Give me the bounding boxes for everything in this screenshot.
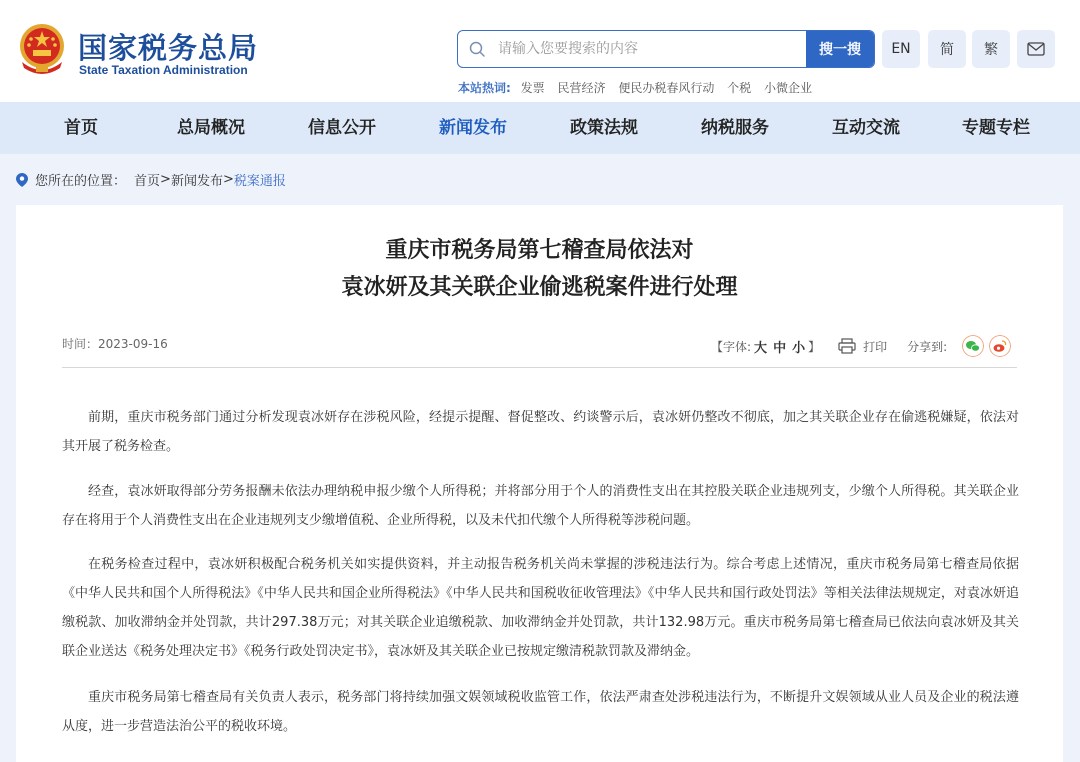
article-date bbox=[62, 335, 168, 352]
hot-words-bar bbox=[458, 79, 821, 96]
search-button[interactable]: 搜一搜 bbox=[806, 31, 874, 67]
font-size-large-button[interactable]: 大 bbox=[754, 340, 768, 356]
print-icon[interactable] bbox=[838, 338, 856, 354]
breadcrumb bbox=[16, 170, 286, 189]
font-size-medium-button[interactable]: 中 bbox=[773, 340, 787, 356]
nav-item-service[interactable]: 纳税服务 bbox=[701, 118, 769, 138]
article-divider bbox=[62, 367, 1017, 368]
article-title-line2: 袁冰妍及其关联企业偷逃税案件进行处理 bbox=[341, 275, 738, 300]
date-label: 时间： bbox=[62, 337, 99, 351]
site-logo-subtitle[interactable]: State Taxation Administration bbox=[79, 63, 248, 77]
nav-item-overview[interactable]: 总局概况 bbox=[177, 118, 245, 138]
english-version-button[interactable]: EN bbox=[882, 30, 920, 68]
breadcrumb-current[interactable]: 税案通报 bbox=[233, 174, 286, 189]
nav-item-topics[interactable]: 专题专栏 bbox=[962, 118, 1030, 138]
breadcrumb-label: 您所在的位置： bbox=[35, 174, 127, 189]
breadcrumb-news-link[interactable]: 新闻发布 bbox=[170, 174, 223, 189]
article-card bbox=[16, 205, 1063, 762]
hot-words-label: 本站热词: bbox=[458, 81, 511, 95]
print-button[interactable]: 打印 bbox=[863, 339, 888, 354]
mail-icon bbox=[1027, 42, 1045, 56]
nav-item-info[interactable]: 信息公开 bbox=[308, 118, 376, 138]
hot-word-link[interactable]: 民营经济 bbox=[557, 81, 606, 95]
nav-item-news[interactable]: 新闻发布 bbox=[439, 118, 507, 138]
wechat-share-icon[interactable] bbox=[962, 335, 984, 357]
breadcrumb-separator: > bbox=[222, 172, 234, 187]
main-nav bbox=[0, 102, 1080, 154]
font-size-close: 】 bbox=[808, 339, 821, 354]
nav-item-interaction[interactable]: 互动交流 bbox=[832, 118, 900, 138]
article-paragraph: 前期，重庆市税务部门通过分析发现袁冰妍存在涉税风险，经提示提醒、督促整改、约谈警示后，袁冰妍仍整改不彻底，加之其关联企业存在偷逃税嫌疑，依法对其开展了税务检查。 bbox=[62, 410, 1019, 454]
traditional-chinese-button[interactable]: 繁 bbox=[972, 30, 1010, 68]
hot-word-link[interactable]: 小微企业 bbox=[764, 81, 813, 95]
search-icon bbox=[468, 40, 486, 58]
nav-item-policy[interactable]: 政策法规 bbox=[570, 118, 638, 138]
hot-word-link[interactable]: 个税 bbox=[727, 81, 752, 95]
site-header bbox=[0, 0, 1080, 102]
font-size-small-button[interactable]: 小 bbox=[792, 340, 806, 356]
simplified-chinese-button[interactable]: 简 bbox=[928, 30, 966, 68]
mail-button[interactable] bbox=[1017, 30, 1055, 68]
hot-word-link[interactable]: 便民办税春风行动 bbox=[618, 81, 715, 95]
article-paragraph: 经查，袁冰妍取得部分劳务报酬未依法办理纳税申报少缴个人所得税；并将部分用于个人的消费性支出在其控股关联企业违规列支，少缴个人所得税。其关联企业存在将用于个人消费性支出在企业违规列支少缴增值税、企业所得税，以及未代扣代缴个人所得税等涉税问题。 bbox=[62, 484, 1019, 528]
site-logo-title[interactable]: 国家税务总局 bbox=[78, 31, 259, 65]
search-input[interactable] bbox=[498, 31, 798, 67]
hot-word-link[interactable]: 发票 bbox=[520, 81, 545, 95]
article-paragraph: 重庆市税务局第七稽查局有关负责人表示，税务部门将持续加强文娱领域税收监管工作，依法严肃查处涉税违法行为，不断提升文娱领域从业人员及企业的税法遵从度，进一步营造法治公平的税收环境。 bbox=[62, 690, 1019, 734]
search-box bbox=[457, 30, 875, 68]
location-pin-icon bbox=[16, 173, 28, 187]
national-emblem-icon[interactable] bbox=[16, 22, 68, 76]
article-tools bbox=[711, 335, 1011, 357]
date-value: 2023-09-16 bbox=[98, 337, 168, 351]
article-paragraph: 在税务检查过程中，袁冰妍积极配合税务机关如实提供资料，并主动报告税务机关尚未掌握的涉税违法行为。综合考虑上述情况，重庆市税务局第七稽查局依据《中华人民共和国个人所得税法》《中华人民共和国企业所得税法》《中华人民共和国税收征收管理法》《中华人民共和国行政处罚法》等相关法律法规规定，对袁冰妍追缴税款、加收滞纳金并处罚款，共计297.38万元；对其关联企业追缴税款、加收滞纳金并处罚款，共计132.98万元。重庆市税务局第七稽查局已依法向袁冰妍及其关联企业送达《税务处理决定书》《税务行政处罚决定书》，袁冰妍及其关联企业已按规定缴清税款罚款及滞纳金。 bbox=[62, 557, 1019, 659]
share-label: 分享到: bbox=[907, 339, 948, 354]
breadcrumb-home-link[interactable]: 首页 bbox=[134, 174, 161, 189]
weibo-share-icon[interactable] bbox=[989, 335, 1011, 357]
article-title-line1: 重庆市税务局第七稽查局依法对 bbox=[385, 238, 694, 263]
breadcrumb-separator: > bbox=[160, 172, 171, 187]
font-size-label: 【字体: bbox=[711, 339, 752, 354]
nav-item-home[interactable]: 首页 bbox=[64, 118, 98, 138]
